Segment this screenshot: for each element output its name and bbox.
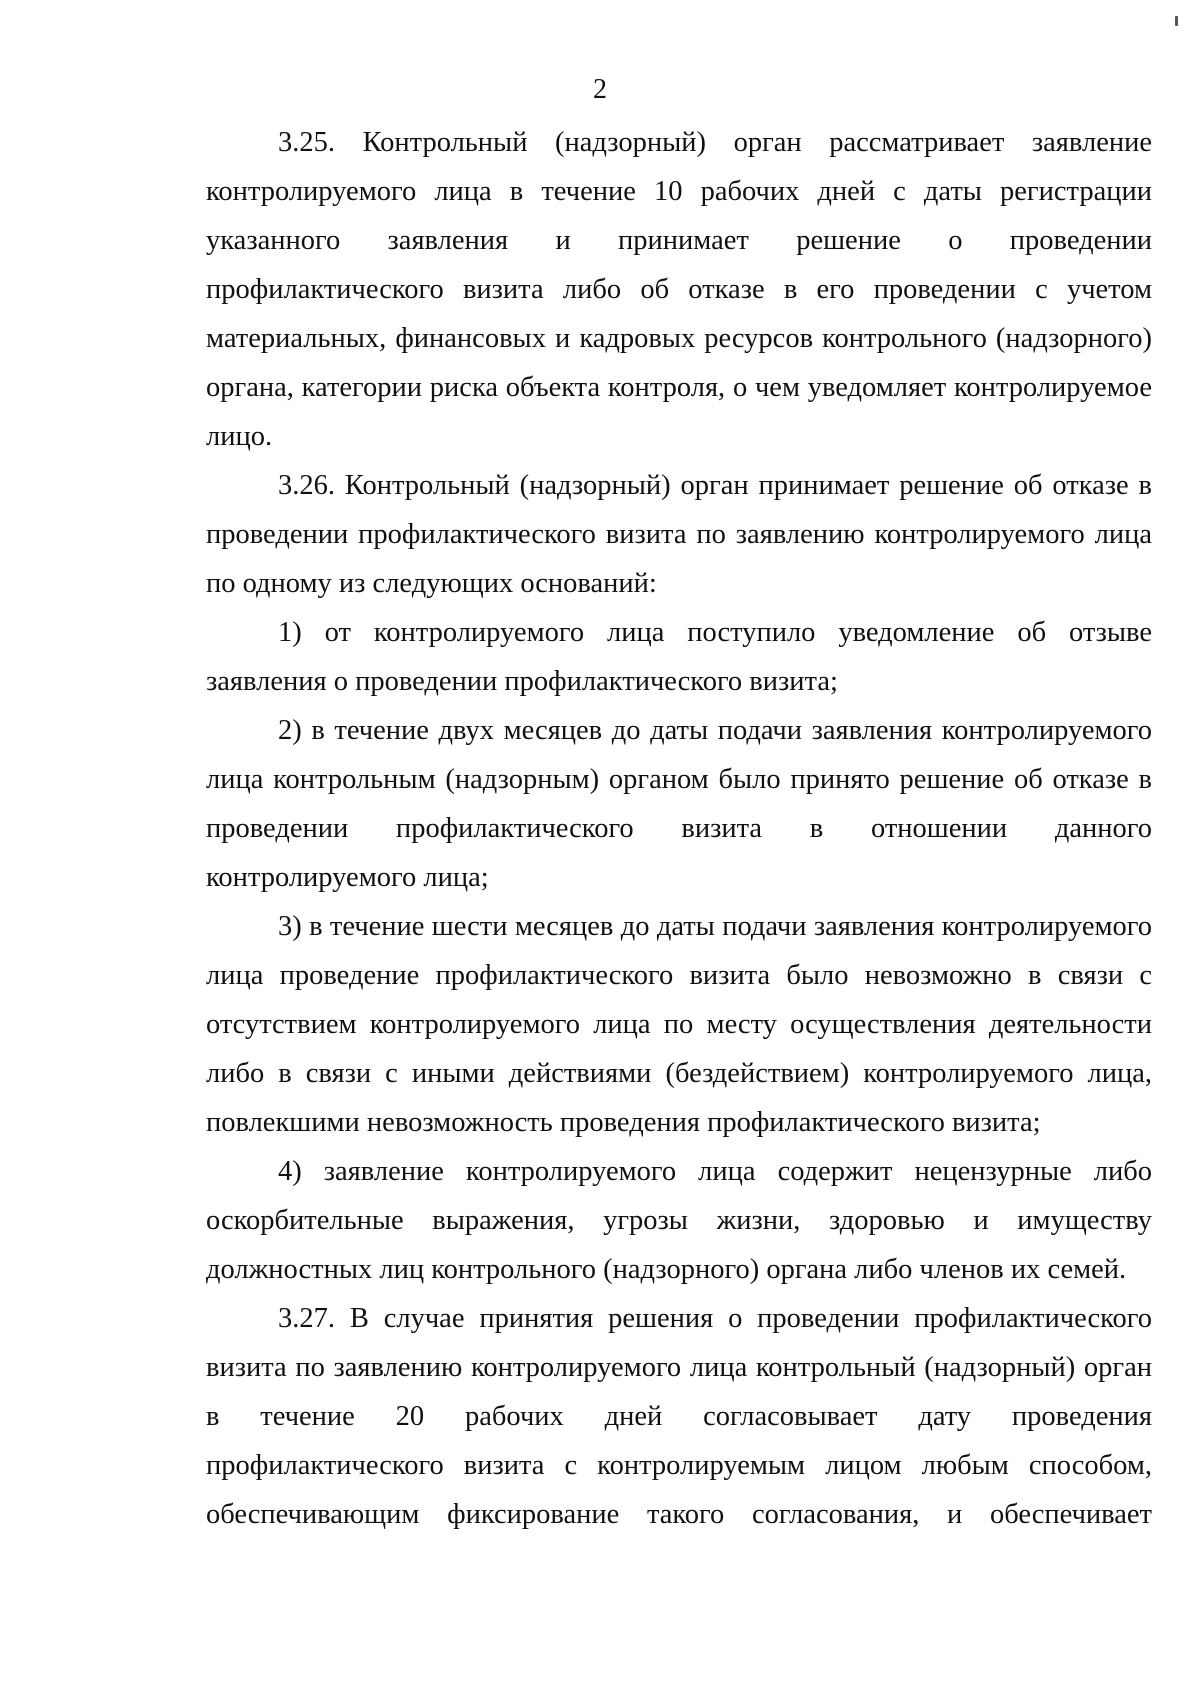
text-line: 3.27. В случае принятия решения о проведении профилактического xyxy=(278,1303,1152,1334)
text-line: повлекшими невозможность проведения профилактического визита; xyxy=(206,1107,1041,1138)
list-item-3 xyxy=(206,902,1152,1147)
text-line: проведении профилактического визита по заявлению контролируемого лица xyxy=(206,519,1152,550)
text-line: отсутствием контролируемого лица по месту осуществления деятельности xyxy=(206,1009,1152,1040)
list-item-2 xyxy=(206,706,1152,902)
text-line: лица контрольным (надзорным) органом было принято решение об отказе в xyxy=(206,764,1152,795)
text-line: обеспечивающим фиксирование такого согласования, и обеспечивает xyxy=(206,1499,1152,1530)
list-item-4 xyxy=(206,1147,1152,1294)
text-line: лицо. xyxy=(206,421,273,452)
text-line: 3.26. Контрольный (надзорный) орган принимает решение об отказе в xyxy=(278,470,1152,501)
text-line: визита по заявлению контролируемого лица контрольный (надзорный) орган xyxy=(206,1352,1152,1383)
text-line: материальных, финансовых и кадровых ресурсов контрольного (надзорного) xyxy=(206,323,1152,354)
text-line: профилактического визита с контролируемым лицом любым способом, xyxy=(206,1450,1152,1481)
text-line: 1) от контролируемого лица поступило уведомление об отзыве xyxy=(278,617,1152,648)
text-line: должностных лиц контрольного (надзорного) органа либо членов их семей. xyxy=(206,1254,1127,1285)
text-line: контролируемого лица; xyxy=(206,862,489,893)
text-line: проведении профилактического визита в отношении данного xyxy=(206,813,1152,844)
text-line: по одному из следующих оснований: xyxy=(206,568,657,599)
text-line: органа, категории риска объекта контроля, о чем уведомляет контролируемое xyxy=(206,372,1152,403)
text-line: 2) в течение двух месяцев до даты подачи заявления контролируемого xyxy=(278,715,1152,746)
paragraph-3-25 xyxy=(206,118,1152,461)
document-body xyxy=(206,118,1152,1539)
text-line: 3.25. Контрольный (надзорный) орган рассматривает заявление xyxy=(278,127,1152,158)
text-line: лица проведение профилактического визита было невозможно в связи с xyxy=(206,960,1152,991)
list-item-1 xyxy=(206,608,1152,706)
text-line: указанного заявления и принимает решение о проведении xyxy=(206,225,1152,256)
text-line: 4) заявление контролируемого лица содержит нецензурные либо xyxy=(278,1156,1152,1187)
text-line: контролируемого лица в течение 10 рабочих дней с даты регистрации xyxy=(206,176,1152,207)
text-line: профилактического визита либо об отказе в его проведении с учетом xyxy=(206,274,1152,305)
scan-mark xyxy=(1175,16,1178,26)
text-line: в течение 20 рабочих дней согласовывает дату проведения xyxy=(206,1401,1152,1432)
text-line: заявления о проведении профилактического визита; xyxy=(206,666,838,697)
paragraph-3-27 xyxy=(206,1294,1152,1539)
page-number: 2 xyxy=(593,74,607,105)
paragraph-3-26 xyxy=(206,461,1152,608)
text-line: либо в связи с иными действиями (бездействием) контролируемого лица, xyxy=(206,1058,1152,1089)
text-line: оскорбительные выражения, угрозы жизни, здоровью и имуществу xyxy=(206,1205,1152,1236)
text-line: 3) в течение шести месяцев до даты подачи заявления контролируемого xyxy=(278,911,1152,942)
